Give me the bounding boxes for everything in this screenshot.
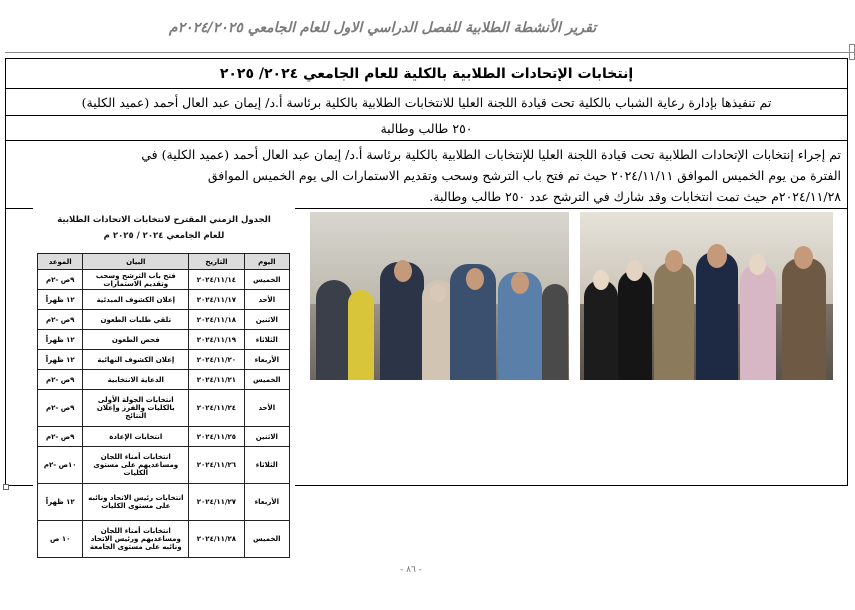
schedule-title: الجدول الزمني المقترح لانتخابات الاتحادات الطلابية (57, 215, 271, 225)
cell-day: الخميس (244, 270, 289, 290)
cell-time: ١٢ ظهراً (38, 330, 83, 350)
cell-statement: تلقي طلبات الطعون (83, 310, 189, 330)
column-header-time: الموعد (38, 254, 83, 270)
table-header-row (38, 254, 290, 270)
cell-statement: انتخابات رئيس الاتحاد ونائبه على مستوى الكليات (83, 484, 189, 521)
participants-line: ٢٥٠ طالب وطالبة (6, 116, 847, 141)
cell-date: ٢٠٢٤/١١/١٧ (189, 290, 244, 310)
cell-time: ١٢ ظهراً (38, 290, 83, 310)
cell-date: ٢٠٢٤/١١/٢٠ (189, 350, 244, 370)
table-row (38, 484, 290, 521)
column-header-date: التاريخ (189, 254, 244, 270)
table-row (38, 290, 290, 310)
cell-date: ٢٠٢٤/١١/١٨ (189, 310, 244, 330)
cell-statement: الدعاية الانتخابية (83, 370, 189, 390)
cell-time: ١٠ص -٢م (38, 447, 83, 484)
cell-date: ٢٠٢٤/١١/٢٦ (189, 447, 244, 484)
cell-day: الثلاثاء (244, 447, 289, 484)
supervision-line: تم تنفيذها بإدارة رعاية الشباب بالكلية تحت قيادة اللجنة العليا للانتخابات الطلابية بالكلية برئاسة أ.د/ إيمان عبد العال أحمد (عميد الكلية) (6, 89, 847, 116)
cell-time: ١٢ ظهراً (38, 484, 83, 521)
cell-date: ٢٠٢٤/١١/٢٨ (189, 521, 244, 558)
description-line: تم إجراء إنتخابات الإتحادات الطلابية تحت قيادة اللجنة العليا للإنتخابات الطلابية بالكلية برئاسة أ.د/ إيمان عبد العال أحمد (عميد الكلية) في (141, 147, 841, 162)
cell-day: الثلاثاء (244, 330, 289, 350)
cell-time: ٩ص -٢م (38, 390, 83, 427)
cell-day: الأحد (244, 290, 289, 310)
report-heading: إنتخابات الإتحادات الطلابية بالكلية للعام الجامعي ٢٠٢٤/ ٢٠٢٥ (6, 59, 847, 89)
page-edge-marker (849, 44, 855, 60)
cell-day: الخميس (244, 370, 289, 390)
cell-day: الاثنين (244, 310, 289, 330)
cell-day: الأحد (244, 390, 289, 427)
election-group-photo (580, 212, 833, 380)
cell-statement: انتخابات أمناء اللجان ومساعديهم ورئيس الاتحاد ونائبه على مستوى الجامعة (83, 521, 189, 558)
schedule-document-image (33, 205, 295, 552)
table-row (38, 390, 290, 427)
schedule-subtitle: للعام الجامعي ٢٠٢٤ / ٢٠٢٥ م (103, 231, 225, 241)
table-row (38, 370, 290, 390)
cell-statement: إعلان الكشوف النهائية (83, 350, 189, 370)
cell-statement: فحص الطعون (83, 330, 189, 350)
cell-time: ١٢ ظهراً (38, 350, 83, 370)
report-header-title: تقرير الأنشطة الطلابية للفصل الدراسي الاول للعام الجامعي ٢٠٢٤/٢٠٢٥م (168, 20, 597, 36)
cell-time: ١٠ ص (38, 521, 83, 558)
table-row (38, 270, 290, 290)
description-line: الفترة من يوم الخميس الموافق ٢٠٢٤/١١/١١ حيث تم فتح باب الترشح وسحب وتقديم الاستمارات الى يوم الخميس الموافق (207, 168, 841, 183)
cell-time: ٩ص -٢م (38, 270, 83, 290)
cell-date: ٢٠٢٤/١١/٢١ (189, 370, 244, 390)
column-header-statement: البيان (83, 254, 189, 270)
table-row (38, 521, 290, 558)
cell-date: ٢٠٢٤/١١/٢٤ (189, 390, 244, 427)
header-rule (5, 52, 855, 53)
cell-day: الأربعاء (244, 350, 289, 370)
table-row (38, 310, 290, 330)
cell-day: الاثنين (244, 427, 289, 447)
cell-statement: فتح باب الترشح وسحب وتقديم الاستمارات (83, 270, 189, 290)
selection-handle[interactable] (3, 484, 9, 490)
table-row (38, 447, 290, 484)
table-row (38, 350, 290, 370)
cell-statement: انتخابات الجولة الأولى بالكليات والفرز وإعلان النتائج (83, 390, 189, 427)
election-tour-photo (310, 212, 569, 380)
cell-time: ٩ص -٢م (38, 370, 83, 390)
cell-statement: إعلان الكشوف المبدئية (83, 290, 189, 310)
cell-statement: انتخابات أمناء اللجان ومساعديهم على مستوى الكليات (83, 447, 189, 484)
election-schedule-table (37, 253, 290, 558)
cell-date: ٢٠٢٤/١١/٢٧ (189, 484, 244, 521)
cell-date: ٢٠٢٤/١١/١٤ (189, 270, 244, 290)
table-row (38, 427, 290, 447)
cell-date: ٢٠٢٤/١١/١٩ (189, 330, 244, 350)
cell-time: ٩ص -٢م (38, 427, 83, 447)
column-header-day: اليوم (244, 254, 289, 270)
cell-time: ٩ص -٢م (38, 310, 83, 330)
cell-day: الأربعاء (244, 484, 289, 521)
description-paragraph (6, 141, 847, 209)
page-number: - ٨٦ - (400, 565, 422, 575)
cell-day: الخميس (244, 521, 289, 558)
table-row (38, 330, 290, 350)
cell-statement: انتخابات الإعادة (83, 427, 189, 447)
cell-date: ٢٠٢٤/١١/٢٥ (189, 427, 244, 447)
description-line: ٢٠٢٤/١١/٢٨م حيث تمت انتخابات وقد شارك في الترشح عدد ٢٥٠ طالب وطالبة. (429, 189, 841, 204)
